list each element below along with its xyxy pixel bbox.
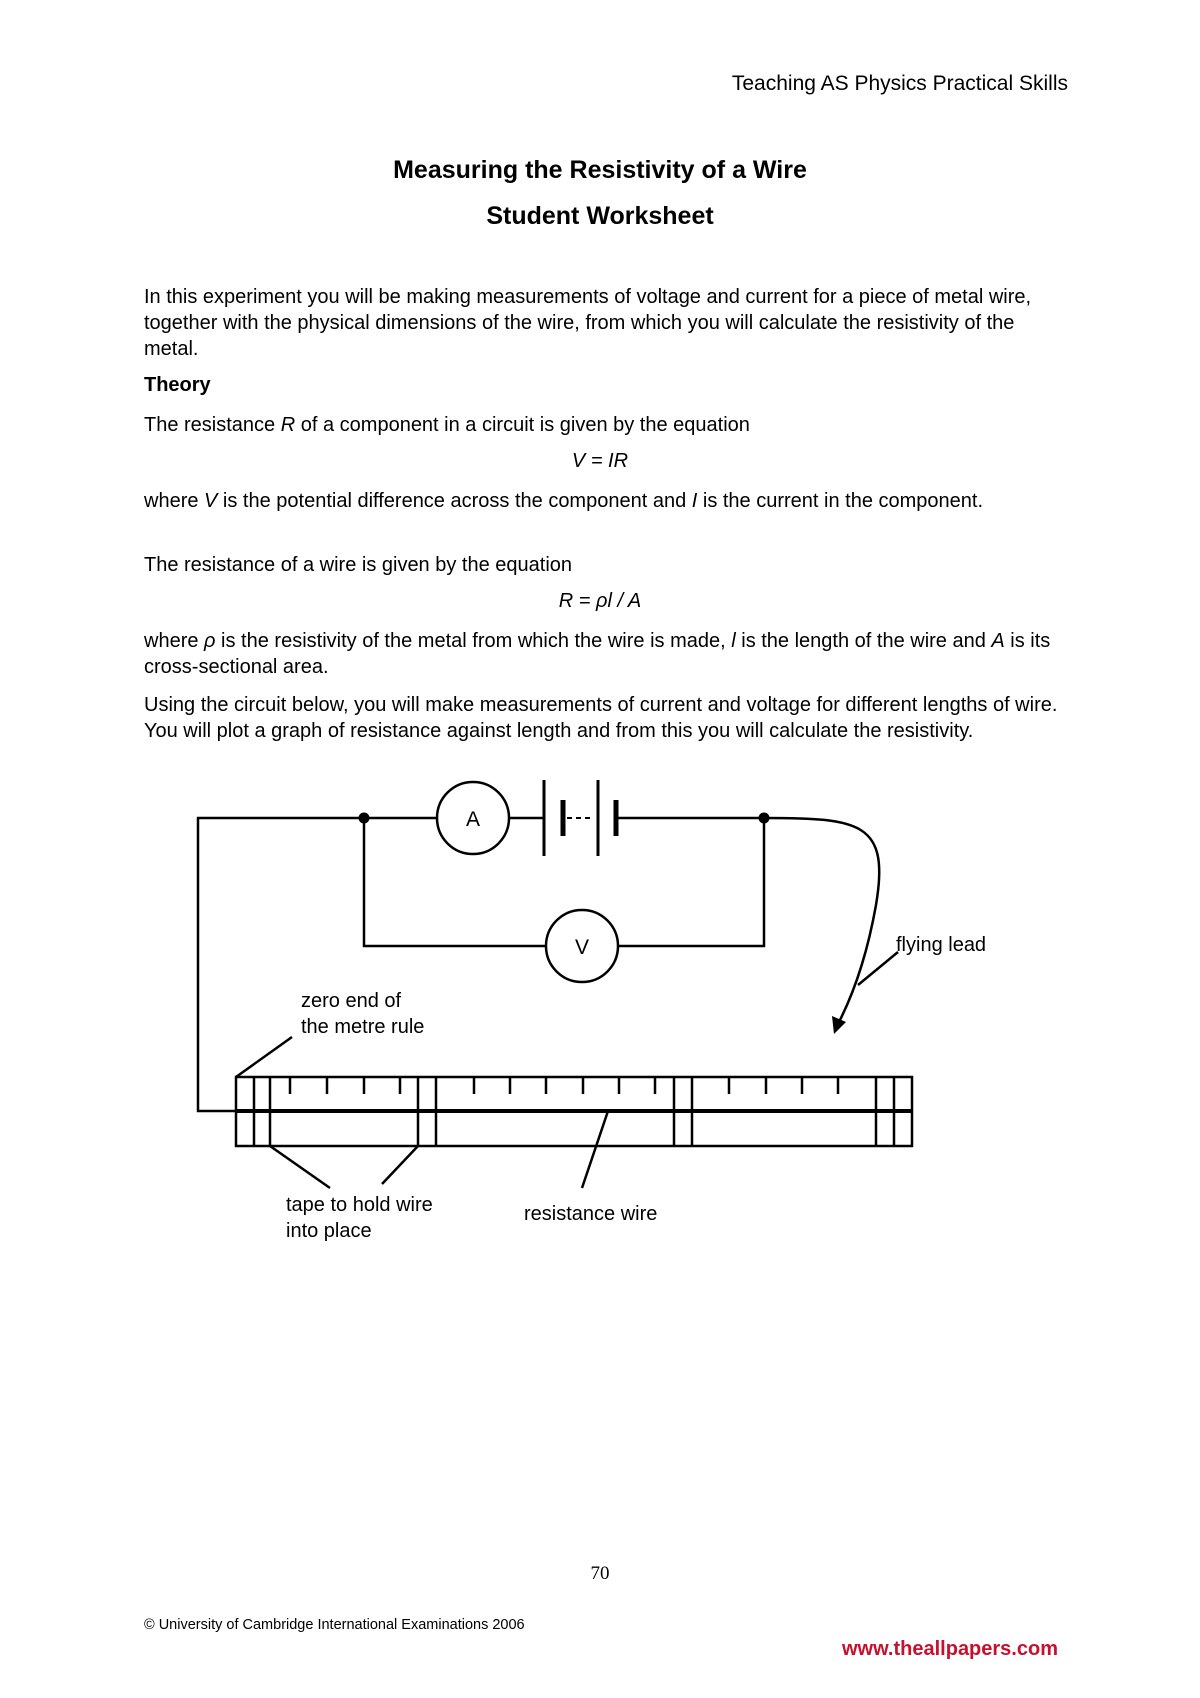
equation-resistivity: R = ρl / A — [558, 590, 642, 612]
flying-lead — [764, 818, 879, 1020]
theory-heading: Theory — [144, 374, 211, 396]
junction-dot-left — [359, 813, 370, 824]
website-link[interactable]: www.theallpapers.com — [842, 1638, 1058, 1660]
ammeter-symbol: A — [465, 808, 481, 831]
label-resistance-wire: resistance wire — [524, 1203, 658, 1225]
theory-paragraph-1: The resistance R of a component in a circuit is given by the equation — [144, 414, 750, 436]
label-zero-end-line1: zero end of — [301, 990, 402, 1012]
lead-to-rule — [198, 818, 364, 1111]
pointer-zero-end — [236, 1037, 292, 1077]
intro-paragraph: In this experiment you will be making measurements of voltage and current for a piece of metal wire, together with the physical dimensions of the wire, from which you will calculate the resistivity of the metal. — [144, 286, 1032, 360]
equation-ohms-law: V = IR — [571, 450, 629, 472]
pointer-tape-right — [382, 1146, 418, 1184]
copyright-notice: © University of Cambridge International Examinations 2006 — [144, 1617, 525, 1633]
theory-paragraph-2: where V is the potential difference across the component and I is the current in the component. — [144, 490, 984, 512]
voltmeter-symbol: V — [574, 936, 590, 959]
running-header: Teaching AS Physics Practical Skills — [731, 72, 1068, 95]
theory-paragraph-5: Using the circuit below, you will make measurements of current and voltage for different lengths of wire. You will plot a graph of resistance against length and from this you will calculate the resistivity. — [144, 694, 1058, 742]
theory-paragraph-4: where ρ is the resistivity of the metal from which the wire is made, l is the length of the wire and A is its cross-sectional area. — [144, 630, 1051, 678]
label-zero-end-line2: the metre rule — [301, 1016, 425, 1038]
voltmeter-branch-right — [618, 818, 764, 946]
theory-paragraph-3: The resistance of a wire is given by the equation — [144, 554, 573, 576]
flying-lead-arrowhead — [832, 1016, 846, 1034]
junction-dot-right — [759, 813, 770, 824]
label-tape-line1: tape to hold wire — [286, 1194, 433, 1216]
page-number: 70 — [590, 1563, 610, 1584]
page-title: Measuring the Resistivity of a Wire — [393, 156, 807, 184]
page-subtitle: Student Worksheet — [486, 202, 714, 230]
label-tape-line2: into place — [286, 1220, 372, 1242]
pointer-tape-left — [270, 1146, 330, 1188]
label-flying-lead: flying lead — [896, 934, 987, 956]
